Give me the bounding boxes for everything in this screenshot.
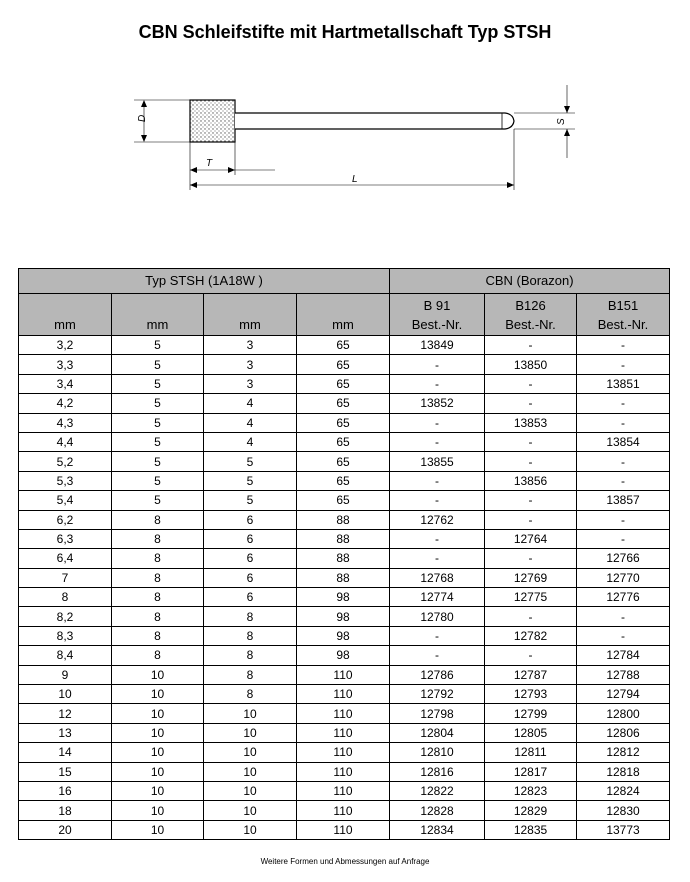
table-cell: 13857 — [577, 491, 670, 510]
table-cell: 12774 — [390, 588, 485, 607]
table-cell: 65 — [297, 374, 390, 393]
grit-header: B126 — [485, 294, 577, 316]
table-cell: 10 — [204, 762, 297, 781]
table-row — [19, 685, 670, 704]
table-cell: 10 — [204, 723, 297, 742]
table-cell: - — [577, 452, 670, 471]
grit-header: B151 — [577, 294, 670, 316]
table-cell: 12810 — [390, 743, 485, 762]
table-cell: 6 — [204, 549, 297, 568]
table-row — [19, 568, 670, 587]
table-cell: 12824 — [577, 781, 670, 800]
table-cell: 4,3 — [19, 413, 112, 432]
table-cell: 5 — [112, 355, 204, 374]
table-row — [19, 704, 670, 723]
table-cell: 12805 — [485, 723, 577, 742]
table-cell: 12768 — [390, 568, 485, 587]
table-cell: 88 — [297, 529, 390, 548]
table-cell: 12828 — [390, 801, 485, 820]
table-row — [19, 549, 670, 568]
table-cell: 98 — [297, 588, 390, 607]
table-cell: 110 — [297, 781, 390, 800]
table-cell: 6 — [204, 588, 297, 607]
table-row — [19, 336, 670, 355]
table-cell: - — [390, 549, 485, 568]
table-cell: 8,3 — [19, 626, 112, 645]
table-cell: 13773 — [577, 820, 670, 839]
table-cell: 10 — [204, 743, 297, 762]
table-cell: 12800 — [577, 704, 670, 723]
table-cell: 8 — [204, 665, 297, 684]
table-cell: 10 — [204, 781, 297, 800]
table-cell: 8 — [204, 626, 297, 645]
table-cell: - — [485, 394, 577, 413]
unit-header: mm — [19, 315, 112, 336]
footer-note: Weitere Formen und Abmessungen auf Anfrage — [260, 857, 430, 866]
table-cell: 3 — [204, 336, 297, 355]
table-cell: - — [485, 607, 577, 626]
table-cell: 8 — [112, 568, 204, 587]
table-cell: 110 — [297, 743, 390, 762]
table-cell: 10 — [112, 820, 204, 839]
table-cell: 10 — [112, 665, 204, 684]
table-cell: 8,4 — [19, 646, 112, 665]
table-cell: 8 — [204, 607, 297, 626]
table-cell: 20 — [19, 820, 112, 839]
table-row — [19, 510, 670, 529]
table-cell: 8 — [19, 588, 112, 607]
table-cell: 12816 — [390, 762, 485, 781]
table-cell: 10 — [112, 781, 204, 800]
table-row — [19, 432, 670, 451]
table-cell: 13850 — [485, 355, 577, 374]
table-cell: 12830 — [577, 801, 670, 820]
table-cell: 7 — [19, 568, 112, 587]
table-row — [19, 413, 670, 432]
table-cell: 10 — [112, 762, 204, 781]
grit-header: B 91 — [390, 294, 485, 316]
table-cell: 12788 — [577, 665, 670, 684]
table-row — [19, 781, 670, 800]
table-cell: - — [390, 626, 485, 645]
table-cell: 65 — [297, 394, 390, 413]
table-cell: - — [485, 374, 577, 393]
table-cell: 12769 — [485, 568, 577, 587]
dim-l-label: L — [352, 174, 358, 185]
table-cell: 12823 — [485, 781, 577, 800]
table-cell: 12787 — [485, 665, 577, 684]
table-cell: 5,2 — [19, 452, 112, 471]
table-cell: 10 — [112, 704, 204, 723]
table-cell: 5 — [112, 471, 204, 490]
order-number-header: Best.-Nr. — [577, 315, 670, 336]
table-cell: 4,4 — [19, 432, 112, 451]
table-cell: 13854 — [577, 432, 670, 451]
table-cell: - — [577, 607, 670, 626]
table-row — [19, 471, 670, 490]
header-blank — [112, 294, 204, 316]
table-cell: 4 — [204, 394, 297, 413]
table-cell: 110 — [297, 801, 390, 820]
table-cell: 65 — [297, 413, 390, 432]
table-cell: 98 — [297, 646, 390, 665]
table-cell: 14 — [19, 743, 112, 762]
table-cell: 13 — [19, 723, 112, 742]
table-cell: 6 — [204, 529, 297, 548]
table-cell: - — [390, 413, 485, 432]
table-row — [19, 665, 670, 684]
table-cell: 12766 — [577, 549, 670, 568]
table-cell: 5 — [112, 452, 204, 471]
table-cell: 8 — [204, 685, 297, 704]
table-row — [19, 646, 670, 665]
table-cell: 10 — [204, 801, 297, 820]
table-cell: 10 — [112, 685, 204, 704]
table-row — [19, 374, 670, 393]
table-cell: 16 — [19, 781, 112, 800]
table-cell: 12829 — [485, 801, 577, 820]
table-cell: - — [390, 529, 485, 548]
table-cell: 8 — [112, 529, 204, 548]
table-cell: - — [390, 432, 485, 451]
table-cell: 5 — [204, 471, 297, 490]
table-cell: 5 — [204, 491, 297, 510]
table-cell: - — [577, 471, 670, 490]
table-cell: 12764 — [485, 529, 577, 548]
table-row — [19, 723, 670, 742]
table-cell: - — [485, 432, 577, 451]
table-cell: 12770 — [577, 568, 670, 587]
table-cell: - — [485, 336, 577, 355]
table-cell: 12784 — [577, 646, 670, 665]
table-cell: 12793 — [485, 685, 577, 704]
table-cell: 8 — [112, 510, 204, 529]
dim-t-label: T — [206, 158, 213, 169]
table-cell: 13849 — [390, 336, 485, 355]
table-cell: 88 — [297, 549, 390, 568]
table-cell: 5 — [112, 374, 204, 393]
table-cell: 88 — [297, 510, 390, 529]
order-number-header: Best.-Nr. — [390, 315, 485, 336]
table-cell: 6 — [204, 568, 297, 587]
table-cell: - — [485, 646, 577, 665]
table-cell: - — [485, 549, 577, 568]
table-row — [19, 801, 670, 820]
table-cell: 4 — [204, 413, 297, 432]
table-cell: 12818 — [577, 762, 670, 781]
table-row — [19, 452, 670, 471]
table-cell: 98 — [297, 607, 390, 626]
table-cell: 5 — [112, 413, 204, 432]
table-cell: - — [577, 355, 670, 374]
table-cell: 6,2 — [19, 510, 112, 529]
table-cell: 8 — [112, 607, 204, 626]
table-cell: - — [577, 529, 670, 548]
table-cell: 65 — [297, 432, 390, 451]
table-cell: 8 — [204, 646, 297, 665]
table-cell: 10 — [112, 743, 204, 762]
table-cell: 65 — [297, 355, 390, 374]
table-cell: - — [390, 646, 485, 665]
table-row — [19, 588, 670, 607]
table-cell: - — [577, 510, 670, 529]
table-cell: 12817 — [485, 762, 577, 781]
table-cell: 5,4 — [19, 491, 112, 510]
table-cell: 10 — [204, 704, 297, 723]
table-cell: - — [577, 413, 670, 432]
table-cell: 110 — [297, 762, 390, 781]
table-cell: 12792 — [390, 685, 485, 704]
table-cell: 3 — [204, 374, 297, 393]
table-cell: 12834 — [390, 820, 485, 839]
table-cell: 110 — [297, 820, 390, 839]
table-cell: 13856 — [485, 471, 577, 490]
table-cell: 8 — [112, 646, 204, 665]
table-cell: - — [577, 626, 670, 645]
table-cell: 12822 — [390, 781, 485, 800]
table-cell: 12786 — [390, 665, 485, 684]
unit-header: mm — [204, 315, 297, 336]
table-cell: - — [485, 452, 577, 471]
table-cell: 12780 — [390, 607, 485, 626]
table-cell: 12799 — [485, 704, 577, 723]
table-cell: 12798 — [390, 704, 485, 723]
table-cell: 6,4 — [19, 549, 112, 568]
table-cell: 110 — [297, 723, 390, 742]
table-cell: 65 — [297, 491, 390, 510]
table-cell: 3,4 — [19, 374, 112, 393]
table-cell: - — [390, 491, 485, 510]
header-blank — [297, 294, 390, 316]
table-cell: 65 — [297, 452, 390, 471]
table-cell: - — [577, 394, 670, 413]
table-cell: 3,2 — [19, 336, 112, 355]
table-row — [19, 355, 670, 374]
table-cell: 13852 — [390, 394, 485, 413]
unit-header: mm — [112, 315, 204, 336]
table-cell: 12804 — [390, 723, 485, 742]
table-row — [19, 607, 670, 626]
group-header-type: Typ STSH (1A18W ) — [19, 269, 390, 294]
table-cell: 18 — [19, 801, 112, 820]
table-cell: 12776 — [577, 588, 670, 607]
table-cell: 12775 — [485, 588, 577, 607]
table-cell: 10 — [19, 685, 112, 704]
table-cell: 5 — [112, 491, 204, 510]
table-cell: 88 — [297, 568, 390, 587]
table-cell: 5,3 — [19, 471, 112, 490]
dim-s-label: S — [556, 118, 567, 125]
table-cell: 110 — [297, 665, 390, 684]
unit-header: mm — [297, 315, 390, 336]
table-cell: 8,2 — [19, 607, 112, 626]
table-cell: 10 — [112, 723, 204, 742]
table-row — [19, 762, 670, 781]
table-cell: 9 — [19, 665, 112, 684]
table-row — [19, 394, 670, 413]
table-cell: 110 — [297, 685, 390, 704]
table-cell: 110 — [297, 704, 390, 723]
order-number-header: Best.-Nr. — [485, 315, 577, 336]
table-cell: 3,3 — [19, 355, 112, 374]
table-cell: 6,3 — [19, 529, 112, 548]
dim-d-label: D — [137, 114, 148, 122]
table-cell: 5 — [112, 394, 204, 413]
table-cell: 13853 — [485, 413, 577, 432]
table-cell: 8 — [112, 549, 204, 568]
header-blank — [19, 294, 112, 316]
table-cell: 8 — [112, 588, 204, 607]
table-cell: - — [577, 336, 670, 355]
table-cell: 5 — [112, 336, 204, 355]
table-cell: 10 — [204, 820, 297, 839]
table-cell: 65 — [297, 336, 390, 355]
group-header-cbn: CBN (Borazon) — [390, 269, 670, 294]
table-cell: 12782 — [485, 626, 577, 645]
table-cell: 4,2 — [19, 394, 112, 413]
table-row — [19, 491, 670, 510]
table-row — [19, 626, 670, 645]
table-cell: 4 — [204, 432, 297, 451]
product-table — [18, 268, 670, 840]
table-cell: 12762 — [390, 510, 485, 529]
table-cell: 12806 — [577, 723, 670, 742]
table-cell: 12835 — [485, 820, 577, 839]
table-cell: - — [390, 374, 485, 393]
table-cell: 12811 — [485, 743, 577, 762]
header-blank — [204, 294, 297, 316]
table-row — [19, 820, 670, 839]
table-cell: - — [390, 471, 485, 490]
table-cell: 12 — [19, 704, 112, 723]
table-cell: 5 — [204, 452, 297, 471]
table-cell: 12794 — [577, 685, 670, 704]
table-cell: - — [485, 510, 577, 529]
table-cell: - — [390, 355, 485, 374]
table-cell: 98 — [297, 626, 390, 645]
technical-drawing — [120, 80, 600, 210]
table-cell: 12812 — [577, 743, 670, 762]
table-cell: 5 — [112, 432, 204, 451]
table-cell: 13851 — [577, 374, 670, 393]
table-cell: 6 — [204, 510, 297, 529]
table-cell: 8 — [112, 626, 204, 645]
table-cell: 13855 — [390, 452, 485, 471]
table-cell: 10 — [112, 801, 204, 820]
table-cell: 3 — [204, 355, 297, 374]
carbide-shank — [235, 113, 514, 129]
table-row — [19, 743, 670, 762]
table-cell: 15 — [19, 762, 112, 781]
table-cell: 65 — [297, 471, 390, 490]
page-title: CBN Schleifstifte mit Hartmetallschaft Typ STSH — [138, 22, 552, 42]
table-cell: - — [485, 491, 577, 510]
abrasive-head — [190, 100, 235, 142]
table-row — [19, 529, 670, 548]
